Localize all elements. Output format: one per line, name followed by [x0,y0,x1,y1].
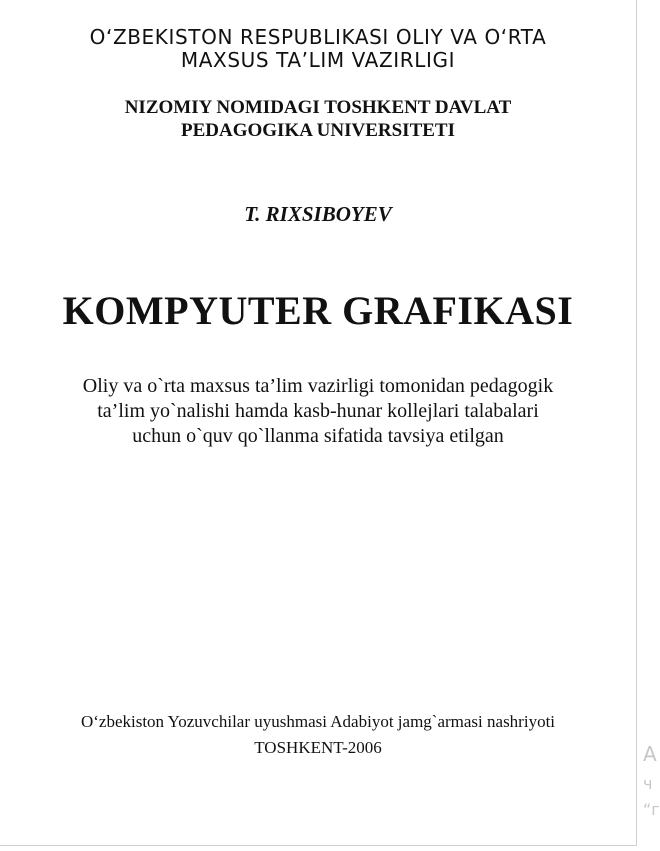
approval-line-1: Oliy va o`rta maxsus ta’lim vazirligi tomonidan pedagogik [82,375,554,397]
ministry-line-1: O‘ZBEKISTON RESPUBLIKASI OLIY VA O‘RTA [89,25,547,49]
university-heading [0,96,636,142]
side-glyph-3: “г [643,800,660,819]
ministry-line-2: MAXSUS TA’LIM VAZIRLIGI [180,48,456,72]
publisher-name: O‘zbekiston Yozuvchilar uyushmasi Adabiyot jamg`armasi nashriyoti [80,712,556,731]
side-glyph-1: А [643,742,657,766]
approval-statement [0,374,636,449]
approval-line-3: uchun o`quv qo`llanma sifatida tavsiya etilgan [132,425,504,447]
side-glyph-2: ч [643,774,653,793]
city-year: TOSHKENT-2006 [254,738,382,757]
ministry-heading [0,26,636,72]
university-line-2: PEDAGOGIKA UNIVERSITETI [181,120,455,141]
university-line-1: NIZOMIY NOMIDAGI TOSHKENT DAVLAT [124,97,512,118]
approval-line-2: ta’lim yo`nalishi hamda kasb-hunar kollejlari talabalari [97,400,539,422]
book-title: KOMPYUTER GRAFIKASI [62,288,574,333]
author-name: T. RIXSIBOYEV [244,202,392,226]
